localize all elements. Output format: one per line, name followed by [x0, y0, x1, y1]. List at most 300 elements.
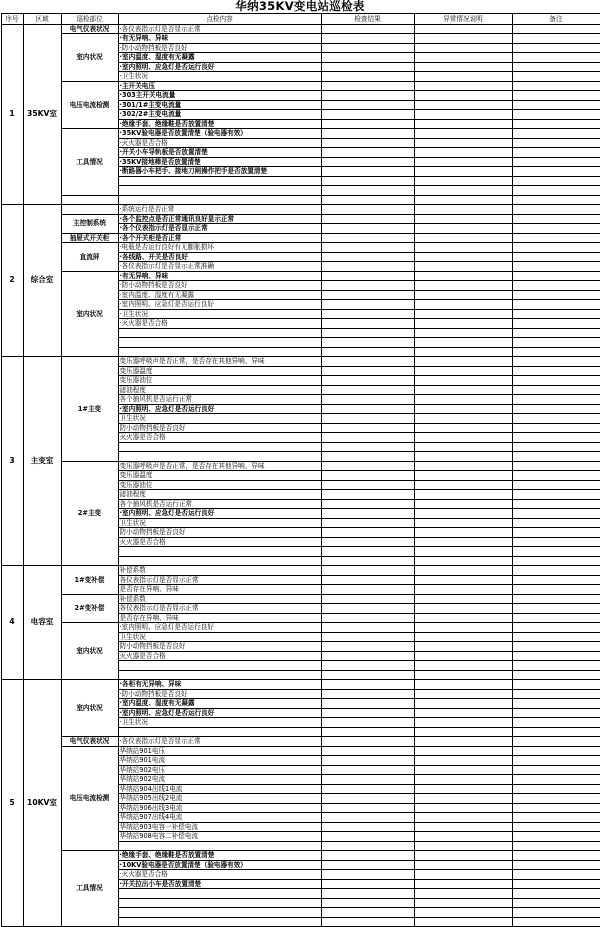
- row-result-cell: [321, 442, 414, 452]
- row-result-cell: [321, 347, 414, 357]
- row-check-content: ·303主开关电流量: [118, 91, 321, 101]
- row-abnormal-cell: [414, 395, 512, 405]
- row-check-content: ·防小动物挡板是否良好: [118, 281, 321, 291]
- table-row: [1, 214, 600, 224]
- row-remark-cell: [512, 347, 600, 357]
- row-seq: 5: [1, 680, 23, 927]
- row-check-content: ·有无异响、异味: [118, 271, 321, 281]
- row-abnormal-cell: [414, 537, 512, 547]
- row-abnormal-cell: [414, 262, 512, 272]
- row-abnormal-cell: [414, 860, 512, 870]
- row-check-content: 华纳站902电压: [118, 765, 321, 775]
- row-abnormal-cell: [414, 271, 512, 281]
- row-check-content: ·室内照明、应急灯是否运行良好: [118, 623, 321, 633]
- row-result-cell: [321, 566, 414, 576]
- row-check-content: ·各仪表指示灯是否显示正常: [118, 737, 321, 747]
- row-remark-cell: [512, 594, 600, 604]
- row-result-cell: [321, 889, 414, 899]
- row-check-content: [118, 917, 321, 927]
- row-remark-cell: [512, 575, 600, 585]
- row-check-content: [61, 195, 118, 205]
- row-remark-cell: [512, 746, 600, 756]
- row-seq: 2: [1, 205, 23, 357]
- row-abnormal-cell: [414, 319, 512, 329]
- row-abnormal-cell: [414, 205, 512, 215]
- row-abnormal-cell: [414, 129, 512, 139]
- row-abnormal-cell: [414, 917, 512, 927]
- row-check-content: [118, 556, 321, 566]
- table-row: [1, 623, 600, 633]
- row-part: 室内状况: [61, 34, 118, 82]
- row-result-cell: [321, 34, 414, 44]
- row-result-cell: [321, 290, 414, 300]
- row-result-cell: [321, 661, 414, 671]
- row-remark-cell: [512, 72, 600, 82]
- row-remark-cell: [512, 623, 600, 633]
- table-row: [1, 34, 600, 44]
- table-row: [1, 205, 600, 215]
- row-abnormal-cell: [414, 822, 512, 832]
- row-abnormal-cell: [414, 898, 512, 908]
- row-part: 工具情况: [61, 129, 118, 196]
- row-check-content: [118, 908, 321, 918]
- header-seq: 序号: [1, 14, 23, 25]
- row-result-cell: [321, 423, 414, 433]
- row-remark-cell: [512, 471, 600, 481]
- row-abnormal-cell: [414, 309, 512, 319]
- row-check-content: ·主开关电压: [118, 81, 321, 91]
- row-result-cell: [321, 727, 414, 737]
- row-abnormal-cell: [414, 452, 512, 462]
- row-check-content: 灭火器是否合格: [118, 651, 321, 661]
- row-result-cell: [321, 452, 414, 462]
- row-area: 35KV室: [23, 24, 61, 205]
- row-result-cell: [321, 214, 414, 224]
- row-check-content: 各仪表指示灯是否显示正常: [118, 604, 321, 614]
- row-abnormal-cell: [414, 366, 512, 376]
- row-remark-cell: [512, 642, 600, 652]
- row-remark-cell: [512, 53, 600, 63]
- table-row: [1, 195, 600, 205]
- row-check-content: 变压器油位: [118, 376, 321, 386]
- row-check-content: 卫生状况: [118, 632, 321, 642]
- row-remark-cell: [512, 290, 600, 300]
- row-result-cell: [118, 195, 321, 205]
- row-result-cell: [321, 357, 414, 367]
- row-result-cell: [321, 366, 414, 376]
- row-abnormal-cell: [414, 100, 512, 110]
- row-abnormal-cell: [414, 575, 512, 585]
- row-check-content: ·开关拉出小车是否放置清楚: [118, 879, 321, 889]
- row-result-cell: [321, 81, 414, 91]
- row-result-cell: [321, 309, 414, 319]
- row-remark-cell: [512, 756, 600, 766]
- row-result-cell: [321, 100, 414, 110]
- row-remark-cell: [512, 718, 600, 728]
- row-remark-cell: [512, 803, 600, 813]
- row-result-cell: [321, 689, 414, 699]
- row-remark-cell: [512, 727, 600, 737]
- row-check-content: 变压器呼吸声是否正常，是否存在其他异响、异味: [118, 357, 321, 367]
- row-abnormal-cell: [414, 670, 512, 680]
- row-check-content: ·防小动物挡板是否良好: [118, 43, 321, 53]
- row-remark-cell: [512, 680, 600, 690]
- row-result-cell: [321, 547, 414, 557]
- row-result-cell: [321, 376, 414, 386]
- row-check-content: 各仪表指示灯是否显示正常: [118, 575, 321, 585]
- table-row: [1, 24, 600, 34]
- row-result-cell: [321, 841, 414, 851]
- row-check-content: 华纳站903电容一补偿电流: [118, 822, 321, 832]
- row-result-cell: [321, 784, 414, 794]
- row-abnormal-cell: [414, 889, 512, 899]
- row-abnormal-cell: [414, 613, 512, 623]
- header-area: 区域: [23, 14, 61, 25]
- row-check-content: ·35KV验电器是否放置清楚（验电器有效）: [118, 129, 321, 139]
- row-result-cell: [321, 775, 414, 785]
- row-result-cell: [321, 490, 414, 500]
- row-remark-cell: [512, 604, 600, 614]
- row-remark-cell: [512, 518, 600, 528]
- row-check-content: ·室内照明、应急灯是否运行良好: [118, 509, 321, 519]
- row-abnormal-cell: [414, 290, 512, 300]
- row-abnormal-cell: [414, 841, 512, 851]
- table-row: [1, 357, 600, 367]
- row-remark-cell: [512, 395, 600, 405]
- table-row: [1, 81, 600, 91]
- row-remark-cell: [512, 243, 600, 253]
- row-remark-cell: [512, 841, 600, 851]
- row-check-content: [118, 661, 321, 671]
- row-remark-cell: [512, 775, 600, 785]
- row-abnormal-cell: [414, 737, 512, 747]
- row-result-cell: [321, 404, 414, 414]
- row-check-content: ·卫生状况: [118, 72, 321, 82]
- row-seq: 3: [1, 357, 23, 566]
- row-result-cell: [321, 471, 414, 481]
- row-remark-cell: [512, 832, 600, 842]
- row-abnormal-cell: [414, 376, 512, 386]
- row-check-content: 华纳站901电流: [118, 756, 321, 766]
- row-remark-cell: [512, 537, 600, 547]
- row-remark-cell: [512, 357, 600, 367]
- row-check-content: ·卫生状况: [118, 309, 321, 319]
- row-check-content: [118, 898, 321, 908]
- row-remark-cell: [512, 214, 600, 224]
- row-result-cell: [321, 252, 414, 262]
- row-result-cell: [321, 119, 414, 129]
- row-abnormal-cell: [414, 651, 512, 661]
- inspection-table: [1, 13, 600, 927]
- row-remark-cell: [512, 423, 600, 433]
- row-result-cell: [321, 480, 414, 490]
- row-remark-cell: [512, 338, 600, 348]
- row-result-cell: [321, 385, 414, 395]
- row-remark-cell: [512, 860, 600, 870]
- row-area: 电容室: [23, 566, 61, 680]
- row-check-content: 变压器油位: [118, 480, 321, 490]
- page-title: 华纳35KV变电站巡检表: [0, 0, 600, 13]
- row-check-content: ·各仪表指示灯是否显示正常准确: [118, 262, 321, 272]
- row-check-content: [118, 347, 321, 357]
- row-check-content: [118, 670, 321, 680]
- row-abnormal-cell: [414, 119, 512, 129]
- row-result-cell: [321, 670, 414, 680]
- row-check-content: 华纳站906出线3电流: [118, 803, 321, 813]
- row-result-cell: [321, 642, 414, 652]
- row-check-content: ·室内照明、应急灯是否运行良好: [118, 62, 321, 72]
- row-check-content: ·各线路、开关是否良好: [118, 252, 321, 262]
- row-remark-cell: [512, 100, 600, 110]
- row-result-cell: [321, 870, 414, 880]
- row-check-content: ·各个监控点是否正常通讯良好显示正常: [118, 214, 321, 224]
- row-area: 综合室: [23, 205, 61, 357]
- row-check-content: 防小动物挡板是否良好: [118, 528, 321, 538]
- row-check-content: ·各柜有无异响、异味: [118, 680, 321, 690]
- row-abnormal-cell: [414, 547, 512, 557]
- row-check-content: ·室内照明、应急灯是否运行良好: [118, 404, 321, 414]
- header-remark: 备注: [512, 14, 600, 25]
- row-remark-cell: [512, 509, 600, 519]
- row-abnormal-cell: [414, 300, 512, 310]
- row-area: 主变室: [23, 357, 61, 566]
- row-remark-cell: [512, 300, 600, 310]
- row-remark-cell: [512, 157, 600, 167]
- row-result-cell: [321, 585, 414, 595]
- row-result-cell: [321, 613, 414, 623]
- row-check-content: ·各个开关柜是否正常: [118, 233, 321, 243]
- row-remark-cell: [512, 81, 600, 91]
- row-remark-cell: [512, 879, 600, 889]
- row-result-cell: [321, 338, 414, 348]
- row-check-content: 变压器温度: [118, 471, 321, 481]
- row-result-cell: [321, 499, 414, 509]
- row-check-content: 变压器温度: [118, 366, 321, 376]
- row-remark-cell: [512, 252, 600, 262]
- row-remark-cell: [512, 129, 600, 139]
- row-remark-cell: [512, 205, 600, 215]
- row-check-content: [118, 186, 321, 196]
- row-result-cell: [321, 157, 414, 167]
- row-abnormal-cell: [414, 281, 512, 291]
- row-remark-cell: [512, 889, 600, 899]
- row-remark-cell: [512, 765, 600, 775]
- row-check-content: ·灭火器是否合格: [118, 870, 321, 880]
- row-check-content: ·防小动物挡板是否良好: [118, 689, 321, 699]
- row-remark-cell: [512, 119, 600, 129]
- row-remark-cell: [512, 870, 600, 880]
- row-result-cell: [321, 803, 414, 813]
- row-abnormal-cell: [414, 138, 512, 148]
- row-result-cell: [321, 138, 414, 148]
- row-remark-cell: [512, 233, 600, 243]
- header-row: [1, 14, 600, 25]
- row-remark-cell: [512, 186, 600, 196]
- row-abnormal-cell: [414, 642, 512, 652]
- row-abnormal-cell: [414, 480, 512, 490]
- row-check-content: ·绝缘手套、绝缘鞋是否放置清楚: [118, 851, 321, 861]
- row-part: 电压电流检测: [61, 746, 118, 851]
- row-result-cell: [321, 148, 414, 158]
- row-remark-cell: [512, 43, 600, 53]
- row-abnormal-cell: [414, 784, 512, 794]
- row-result-cell: [321, 62, 414, 72]
- row-abnormal-cell: [414, 53, 512, 63]
- row-check-content: ·室内温度、湿度有无凝露: [118, 290, 321, 300]
- row-check-content: [118, 727, 321, 737]
- row-remark-cell: [512, 376, 600, 386]
- row-result-cell: [321, 91, 414, 101]
- row-check-content: [118, 452, 321, 462]
- row-result-cell: [321, 908, 414, 918]
- row-result-cell: [321, 328, 414, 338]
- row-abnormal-cell: [414, 110, 512, 120]
- row-remark-cell: [512, 708, 600, 718]
- row-result-cell: [321, 708, 414, 718]
- row-result-cell: [321, 794, 414, 804]
- row-abnormal-cell: [414, 176, 512, 186]
- row-check-content: ·室内温度、湿度有无凝露: [118, 699, 321, 709]
- row-result-cell: [321, 632, 414, 642]
- row-remark-cell: [512, 167, 600, 177]
- row-abnormal-cell: [414, 433, 512, 443]
- row-check-content: [118, 442, 321, 452]
- row-check-content: 各个抽风机是否运行正常: [118, 499, 321, 509]
- row-remark-cell: [512, 794, 600, 804]
- row-check-content: ·绝缘手套、绝缘鞋是否放置清楚: [118, 119, 321, 129]
- row-result-cell: [321, 822, 414, 832]
- row-result-cell: [321, 262, 414, 272]
- row-result-cell: [321, 813, 414, 823]
- row-check-content: 华纳站904出线1电流: [118, 784, 321, 794]
- row-abnormal-cell: [414, 832, 512, 842]
- row-remark-cell: [512, 737, 600, 747]
- row-abnormal-cell: [414, 718, 512, 728]
- row-check-content: ·灭火器是否合格: [118, 138, 321, 148]
- table-row: [1, 233, 600, 243]
- row-abnormal-cell: [414, 490, 512, 500]
- row-remark-cell: [512, 547, 600, 557]
- row-result-cell: [321, 917, 414, 927]
- row-seq: 1: [1, 24, 23, 205]
- row-remark-cell: [512, 556, 600, 566]
- row-remark-cell: [512, 224, 600, 234]
- row-abnormal-cell: [414, 585, 512, 595]
- row-check-content: ·断路器小车把手、接地刀闸操作把手是否放置清楚: [118, 167, 321, 177]
- row-remark-cell: [512, 404, 600, 414]
- row-remark-cell: [512, 480, 600, 490]
- row-check-content: ·开关小车导轨板是否放置清楚: [118, 148, 321, 158]
- row-abnormal-cell: [414, 404, 512, 414]
- row-remark-cell: [512, 328, 600, 338]
- row-result-cell: [321, 623, 414, 633]
- row-check-content: 卫生状况: [118, 518, 321, 528]
- row-remark-cell: [512, 442, 600, 452]
- row-result-cell: [321, 281, 414, 291]
- row-remark-cell: [512, 699, 600, 709]
- row-area: 10KV室: [23, 680, 61, 927]
- row-abnormal-cell: [414, 423, 512, 433]
- row-check-content: [118, 547, 321, 557]
- row-abnormal-cell: [414, 908, 512, 918]
- table-row: [1, 271, 600, 281]
- row-result-cell: [321, 556, 414, 566]
- row-abnormal-cell: [414, 699, 512, 709]
- row-part: 1#变补偿: [61, 566, 118, 595]
- table-row: [1, 566, 600, 576]
- row-remark-cell: [512, 917, 600, 927]
- row-check-content: ·10KV验电器是否放置清楚（验电器有效）: [118, 860, 321, 870]
- row-check-content: 灭火器是否合格: [118, 433, 321, 443]
- row-part: 室内状况: [61, 623, 118, 680]
- row-abnormal-cell: [414, 186, 512, 196]
- row-abnormal-cell: [414, 794, 512, 804]
- row-abnormal-cell: [414, 604, 512, 614]
- row-remark-cell: [512, 670, 600, 680]
- row-result-cell: [321, 271, 414, 281]
- row-part: 抽屉式开关柜: [61, 233, 118, 243]
- header-content: 点检内容: [118, 14, 321, 25]
- row-check-content: 各个抽风机是否运行正常: [118, 395, 321, 405]
- row-result-cell: [321, 756, 414, 766]
- row-abnormal-cell: [414, 328, 512, 338]
- row-check-content: ·灭火器是否合格: [118, 319, 321, 329]
- row-abnormal-cell: [414, 813, 512, 823]
- row-result-cell: [321, 898, 414, 908]
- row-abnormal-cell: [414, 803, 512, 813]
- header-part: 巡检部位: [61, 14, 118, 25]
- row-abnormal-cell: [414, 632, 512, 642]
- row-abnormal-cell: [414, 471, 512, 481]
- row-result-cell: [321, 53, 414, 63]
- row-abnormal-cell: [414, 91, 512, 101]
- row-check-content: ·各仪表指示灯是否显示正常: [118, 24, 321, 34]
- row-result-cell: [321, 395, 414, 405]
- row-part: 电压电流检测: [61, 81, 118, 129]
- row-result-cell: [321, 680, 414, 690]
- row-abnormal-cell: [321, 195, 414, 205]
- row-remark-cell: [512, 271, 600, 281]
- row-abnormal-cell: [414, 357, 512, 367]
- row-check-content: 是否存在异响、异味: [118, 585, 321, 595]
- row-check-content: ·卫生状况: [118, 718, 321, 728]
- row-part: 电气仪表状况: [61, 737, 118, 747]
- row-result-cell: [321, 24, 414, 34]
- row-check-content: 补偿系数: [118, 566, 321, 576]
- row-remark-cell: [512, 176, 600, 186]
- header-result: 检查结果: [321, 14, 414, 25]
- row-abnormal-cell: [414, 879, 512, 889]
- row-remark-cell: [512, 319, 600, 329]
- row-remark-cell: [512, 822, 600, 832]
- row-result-cell: [321, 537, 414, 547]
- row-remark-cell: [512, 566, 600, 576]
- row-check-content: 滤油程度: [118, 490, 321, 500]
- row-result-cell: [321, 72, 414, 82]
- row-result-cell: [321, 43, 414, 53]
- row-check-content: ·各个仪表指示灯是否显示正常: [118, 224, 321, 234]
- row-abnormal-cell: [414, 566, 512, 576]
- table-row: [1, 243, 600, 253]
- table-row: [1, 737, 600, 747]
- row-check-content: [118, 841, 321, 851]
- row-abnormal-cell: [414, 689, 512, 699]
- row-result-cell: [321, 879, 414, 889]
- row-abnormal-cell: [414, 233, 512, 243]
- header-abnormal: 异常情况说明: [414, 14, 512, 25]
- row-abnormal-cell: [414, 765, 512, 775]
- row-abnormal-cell: [414, 746, 512, 756]
